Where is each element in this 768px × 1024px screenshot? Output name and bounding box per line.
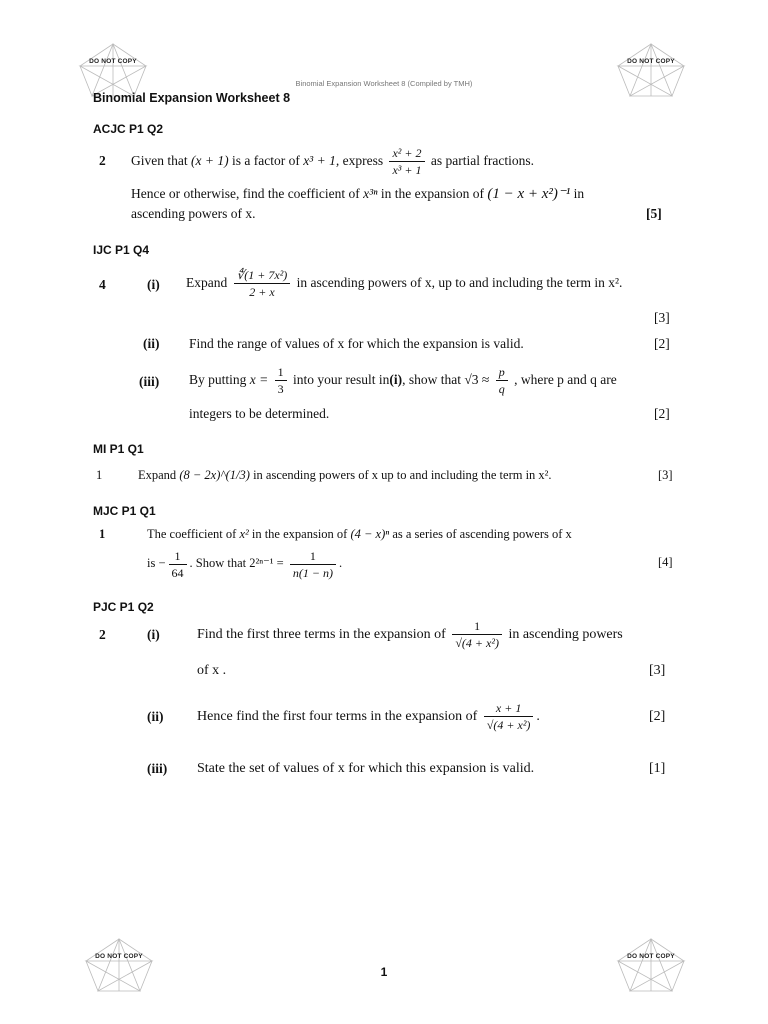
marks: [1] (649, 761, 666, 776)
marks: [3] (649, 663, 666, 678)
acjc-line-2: Hence or otherwise, find the coefficient of x³ⁿ in the expansion of (1 − x + x²)⁻¹ in (131, 186, 585, 202)
acjc-line-1: Given that (x + 1) is a factor of x³ + 1, express $\frac{\text{x² + 2}}{\text{x³ + 1}}$ as partial fractions. (131, 146, 534, 178)
page-number: 1 (380, 965, 388, 979)
marks: [3] (654, 310, 670, 325)
pjc-part-i-line-2: of x . (197, 663, 227, 678)
p-over-q-fraction: $\frac{p}{q}$ (496, 365, 508, 396)
question-number: 2 (99, 153, 106, 168)
ijc-part-iii-text: By putting x = $\frac{1}{3}$ into your result in(i), show that √3 ≈ $\frac{p}{q}$ , where p and q are (189, 365, 617, 397)
ijc-part-ii-text: Find the range of values of x for which the expansion is valid. (189, 336, 524, 351)
document-title: Binomial Expansion Worksheet 8 (93, 91, 291, 105)
mjc-line-2: is − $\frac{1}{64}$ . Show that 2²ⁿ⁻¹ = $\frac{1}{n(1 - n)}$ . (147, 548, 343, 580)
ijc-part-i-text: Expand $\frac{\text{∜(1 + 7x²)}}{2 + x}$ in ascending powers of x, up to and including the term in x². (186, 268, 623, 300)
marks: [2] (654, 406, 670, 421)
pjc-part-i-text: Find the first three terms in the expansion of $\frac{1}{\text{√(4 + x²)}}$ in ascending powers (197, 619, 623, 651)
marks: [4] (658, 555, 673, 569)
pentagon-watermark-icon (612, 40, 690, 100)
part-label: (i) (147, 277, 160, 292)
do-not-copy-stamp-top-right (612, 40, 690, 100)
marks: [2] (649, 709, 666, 724)
rhs-fraction: $\frac{1}{n(1 - n)}$ (290, 549, 336, 580)
stamp-label: DO NOT COPY (95, 953, 143, 960)
section-heading-mjc: MJC P1 Q1 (93, 504, 156, 518)
marks: [2] (654, 336, 670, 351)
part-label: (iii) (147, 761, 168, 776)
part-label: (iii) (139, 374, 160, 389)
one-third-fraction: $\frac{1}{3}$ (275, 365, 287, 396)
section-heading-mi: MI P1 Q1 (93, 442, 144, 456)
part-label: (ii) (147, 709, 164, 724)
negative-fraction: $\frac{1}{64}$ (169, 549, 187, 580)
stamp-label: DO NOT COPY (627, 953, 675, 960)
reciprocal-root-fraction: $\frac{1}{\text{√(4 + x²)}}$ (452, 619, 502, 650)
ijc-part-iii-line-2: integers to be determined. (189, 406, 330, 421)
section-heading-acjc: ACJC P1 Q2 (93, 122, 164, 136)
mi-question-text: Expand (8 − 2x)^(1/3) in ascending powers of x up to and including the term in x². (138, 468, 552, 482)
question-number: 2 (99, 627, 106, 642)
question-number: 1 (96, 468, 103, 482)
stamp-label: DO NOT COPY (627, 58, 675, 65)
section-heading-pjc: PJC P1 Q2 (93, 600, 154, 614)
marks: [5] (646, 206, 662, 221)
question-number: 1 (99, 527, 106, 541)
partial-fraction: $\frac{\text{x² + 2}}{\text{x³ + 1}}$ (389, 146, 424, 177)
question-number: 4 (99, 277, 106, 292)
pjc-part-iii-text: State the set of values of x for which this expansion is valid. (197, 761, 535, 776)
expand-fraction: $\frac{\text{∜(1 + 7x²)}}{2 + x}$ (234, 268, 291, 299)
pjc-part-ii-text: Hence find the first four terms in the expansion of $\frac{x + 1}{\text{√(4 + x²)}}$ . (197, 701, 540, 733)
section-heading-ijc: IJC P1 Q4 (93, 243, 150, 257)
stamp-label: DO NOT COPY (89, 58, 137, 65)
part-label: (i) (147, 627, 160, 642)
acjc-line-3: ascending powers of x. (131, 206, 256, 221)
mjc-line-1: The coefficient of x² in the expansion of (4 − x)ⁿ as a series of ascending powers of x (147, 527, 572, 541)
header-caption: Binomial Expansion Worksheet 8 (Compiled by TMH) (295, 79, 473, 88)
marks: [3] (658, 468, 673, 482)
part-label: (ii) (143, 336, 160, 351)
x-plus-one-root-fraction: $\frac{x + 1}{\text{√(4 + x²)}}$ (484, 701, 534, 732)
